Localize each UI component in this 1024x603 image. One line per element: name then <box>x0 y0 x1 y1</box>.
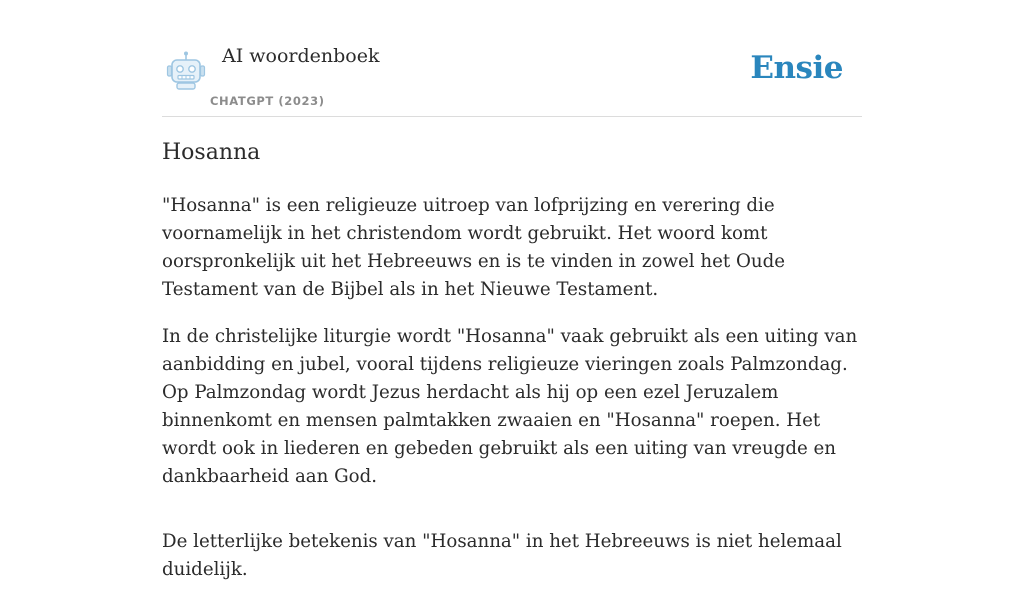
paragraph: "Hosanna" is een religieuze uitroep van lofprijzing en verering die voornamelijk in het christendom wordt gebruikt. Het woord komt oorspronkelijk uit het Hebreeuws en is te vinden in zowel het Oude Testament van de Bijbel als in het Nieuwe Testament. <box>162 195 785 300</box>
paragraph: De letterlijke betekenis van "Hosanna" in het Hebreeuws is niet helemaal duidelijk. <box>162 531 842 580</box>
page <box>162 0 862 580</box>
entry-body <box>162 192 862 603</box>
entry-term: Hosanna <box>162 140 261 165</box>
brand-logo[interactable]: Ensie <box>750 50 843 86</box>
paragraph: In de christelijke liturgie wordt "Hosanna" vaak gebruikt als een uiting van aanbidding en jubel, vooral tijdens religieuze vieringen zoals Palmzondag. Op Palmzondag wordt Jezus herdacht als hij op een ezel Jeruzalem binnenkomt en mensen palmtakken zwaaien en "Hosanna" roepen. Het wordt ook in liederen en gebeden gebruikt als een uiting van vreugde en dankbaarheid aan God. <box>162 326 858 487</box>
source-label: CHATGPT (2023) <box>210 94 325 108</box>
dictionary-title[interactable]: AI woordenboek <box>222 45 380 67</box>
robot-icon <box>165 50 207 92</box>
entry-header <box>162 0 862 117</box>
